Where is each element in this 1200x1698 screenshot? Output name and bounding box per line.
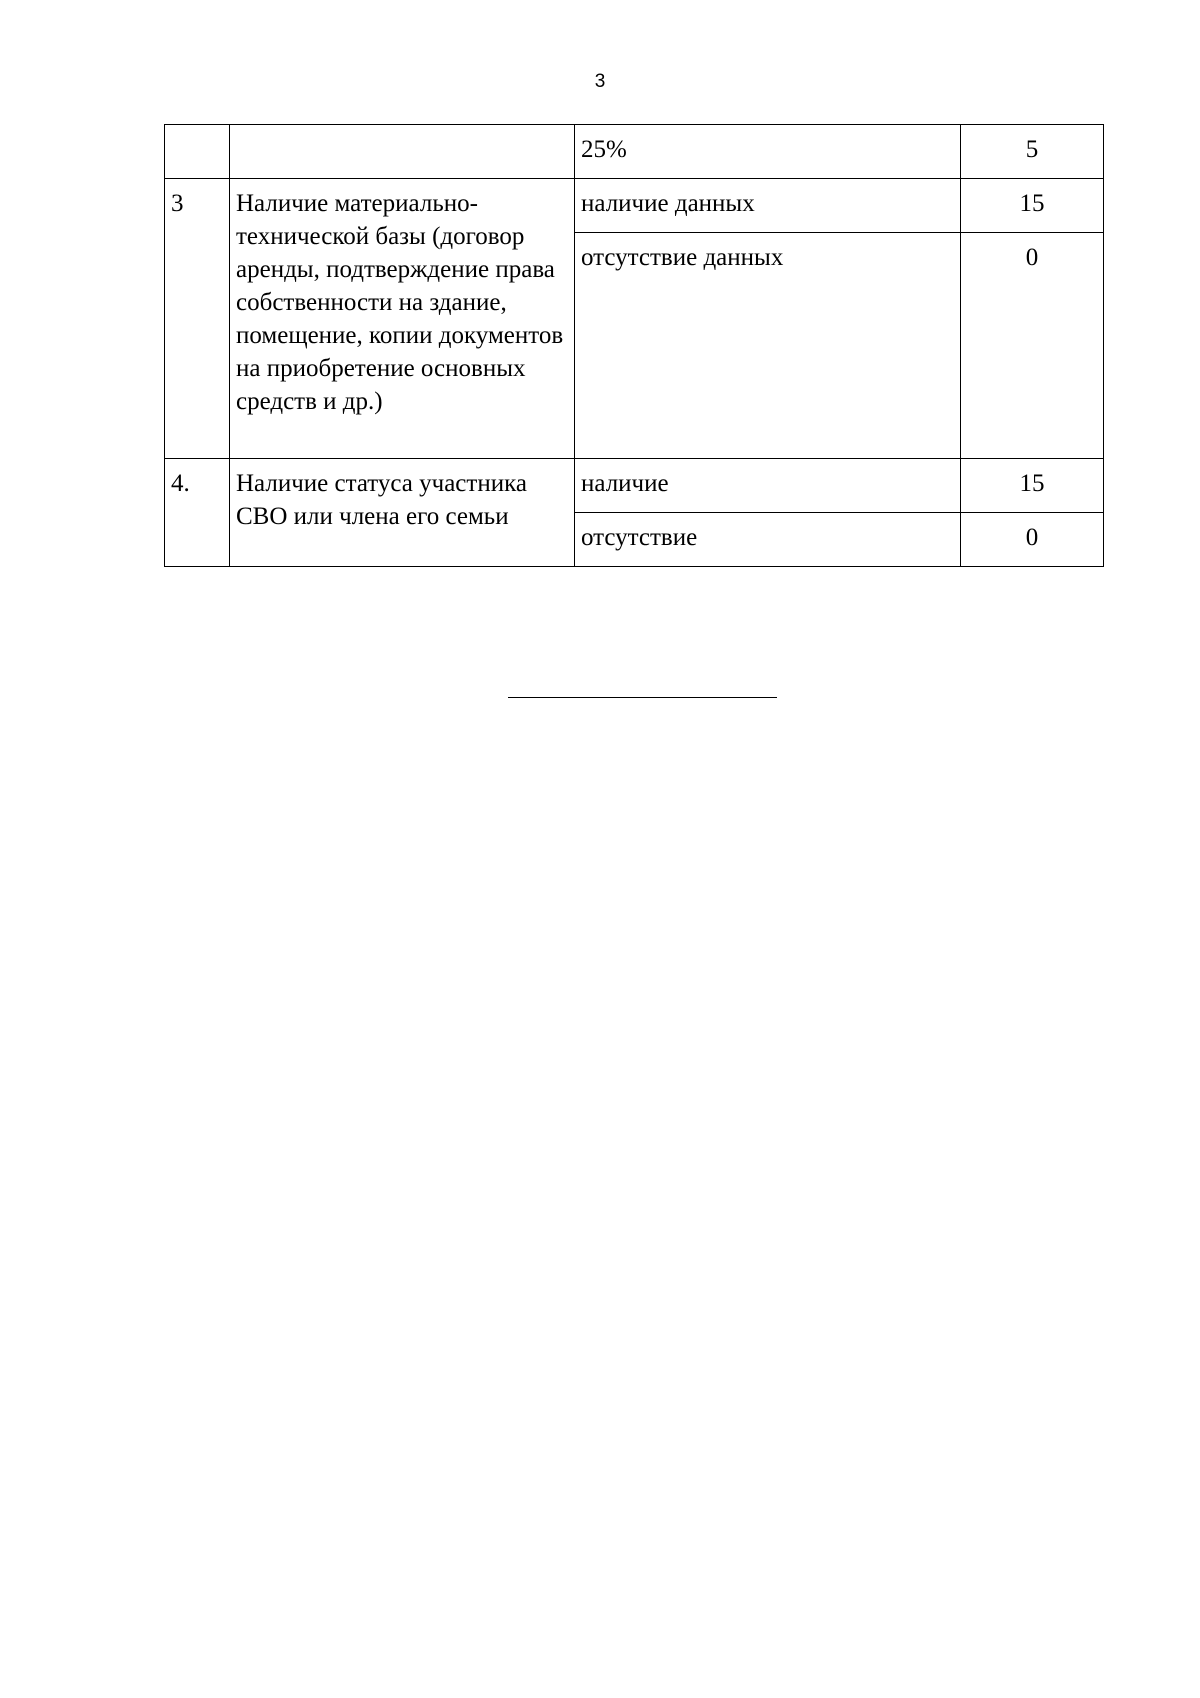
table-row <box>165 179 1104 233</box>
condition-cell: наличие данных <box>575 179 961 233</box>
row-number-cell: 4. <box>165 459 230 567</box>
criterion-name-cell: Наличие статуса участника СВО или члена его семьи <box>230 459 575 567</box>
condition-cell: наличие <box>575 459 961 513</box>
criteria-table <box>164 124 1104 567</box>
criterion-name-cell: Наличие материально-технической базы (договор аренды, подтверждение права собственности на здание, помещение, копии документов на приобретение основных средств и др.) <box>230 179 575 459</box>
condition-cell: отсутствие <box>575 513 961 567</box>
table-row <box>165 459 1104 513</box>
criterion-name-cell <box>230 125 575 179</box>
score-cell: 15 <box>961 179 1104 233</box>
score-cell: 5 <box>961 125 1104 179</box>
score-cell: 15 <box>961 459 1104 513</box>
score-cell: 0 <box>961 233 1104 459</box>
row-number-cell <box>165 125 230 179</box>
row-number-cell: 3 <box>165 179 230 459</box>
score-cell: 0 <box>961 513 1104 567</box>
condition-cell: 25% <box>575 125 961 179</box>
condition-cell: отсутствие данных <box>575 233 961 459</box>
page-number: 3 <box>594 71 606 92</box>
table-row <box>165 125 1104 179</box>
end-divider-line <box>508 697 777 698</box>
